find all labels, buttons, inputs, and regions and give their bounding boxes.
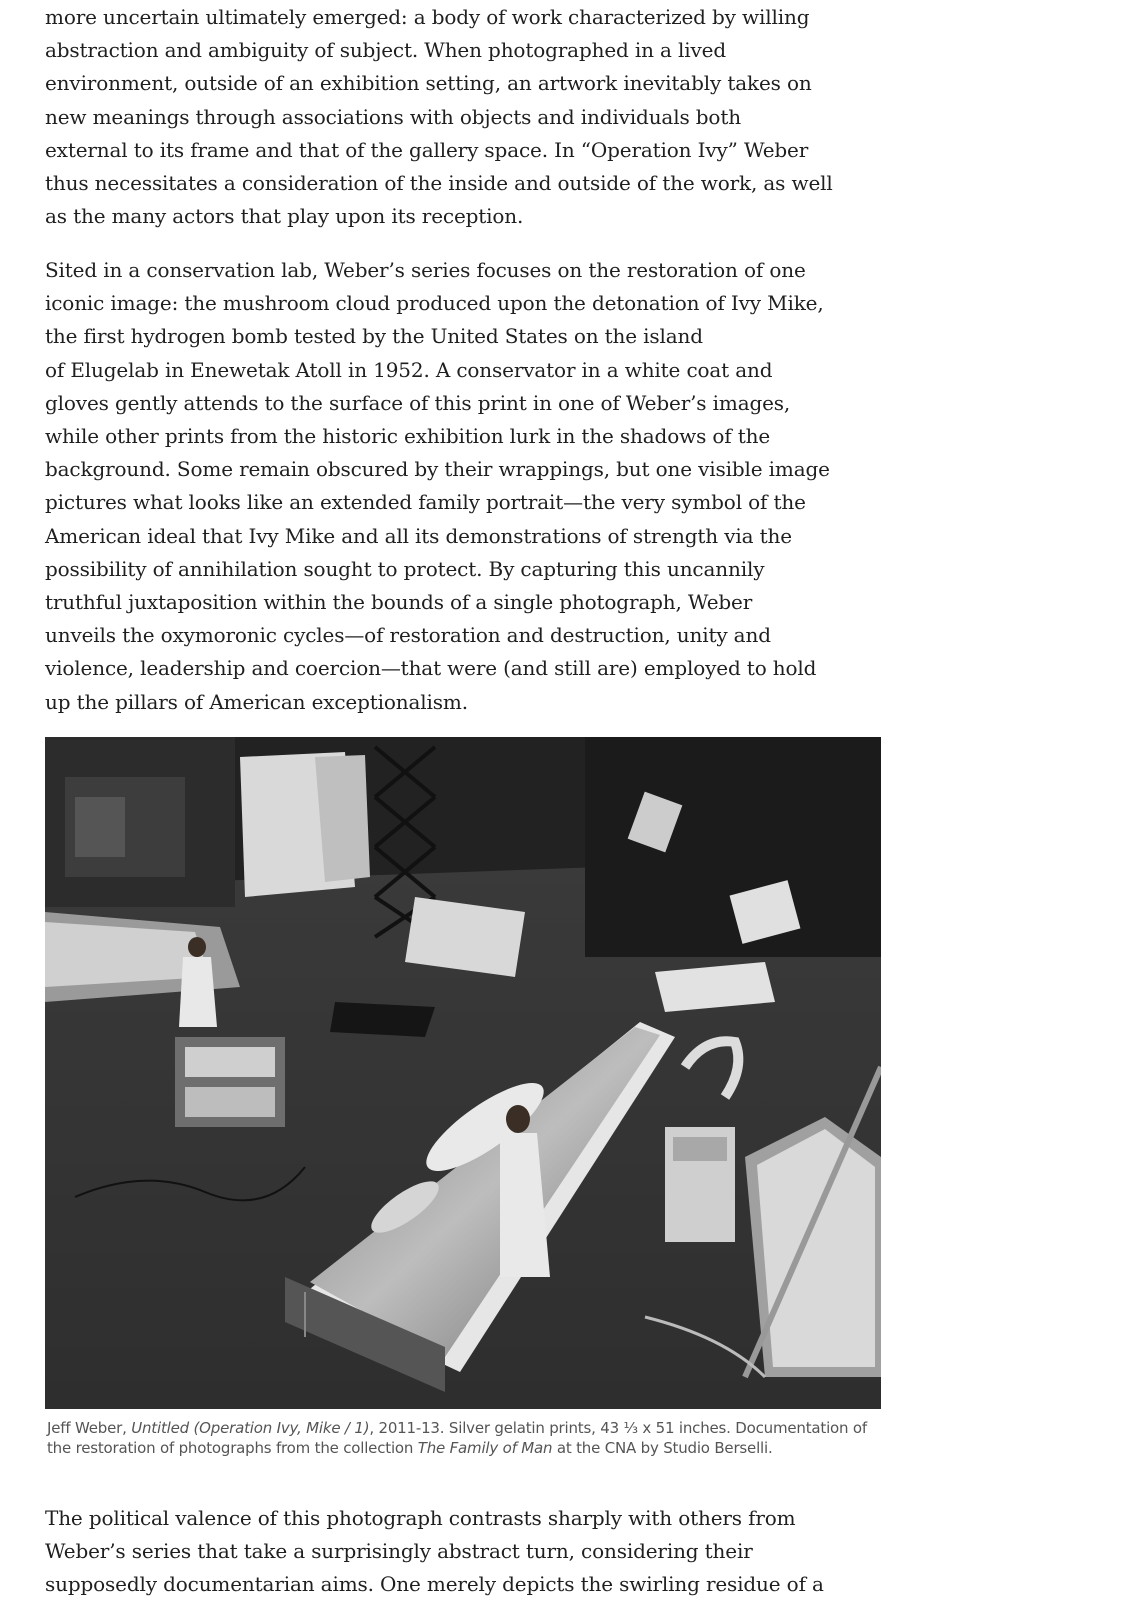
paragraph-3 — [45, 1502, 824, 1602]
text-line: abstraction and ambiguity of subject. When photographed in a lived — [45, 38, 727, 63]
paragraph-1 — [45, 1, 833, 233]
text-line: supposedly documentarian aims. One merely depicts the swirling residue of a — [45, 1572, 824, 1597]
text-line: gloves gently attends to the surface of this print in one of Weber’s images, — [45, 390, 791, 415]
caption-title: Untitled (Operation Ivy, Mike / 1) — [131, 1419, 370, 1437]
photo-caption — [47, 1418, 877, 1458]
text-line: external to its frame and that of the gallery space. In “Operation Ivy” Weber — [45, 137, 809, 162]
caption-collection-suffix: at the CNA by Studio Berselli. — [552, 1439, 773, 1457]
paragraph-2 — [45, 254, 830, 719]
text-line: American ideal that Ivy Mike and all its demonstrations of strength via the — [45, 523, 792, 548]
caption-line-2 — [47, 1438, 877, 1458]
text-line: The political valence of this photograph contrasts sharply with others from — [45, 1506, 796, 1530]
text-line: up the pillars of American exceptionalism. — [45, 689, 468, 714]
text-line: more uncertain ultimately emerged: a body of work characterized by willing — [45, 5, 810, 29]
caption-line-1 — [47, 1418, 877, 1438]
text-line: environment, outside of an exhibition setting, an artwork inevitably takes on — [45, 71, 812, 96]
text-line: the first hydrogen bomb tested by the United States on the island — [45, 324, 703, 349]
text-line: new meanings through associations with objects and individuals both — [45, 104, 741, 129]
text-line: Weber’s series that take a surprisingly abstract turn, considering their — [45, 1539, 753, 1564]
text-line: as the many actors that play upon its reception. — [45, 204, 524, 229]
text-line: of Elugelab in Enewetak Atoll in 1952. A conservator in a white coat and — [45, 357, 773, 382]
caption-details: , 2011-13. Silver gelatin prints, 43 ⅓ x 51 inches. Documentation of — [369, 1419, 867, 1437]
text-line: while other prints from the historic exhibition lurk in the shadows of the — [45, 424, 771, 449]
caption-collection-title: The Family of Man — [417, 1439, 553, 1457]
text-line: unveils the oxymoronic cycles—of restoration and destruction, unity and — [45, 623, 771, 648]
conservation-lab-photo — [45, 737, 881, 1409]
text-line: thus necessitates a consideration of the inside and outside of the work, as well — [45, 171, 833, 196]
text-line: truthful juxtaposition within the bounds of a single photograph, Weber — [45, 590, 753, 615]
text-line: possibility of annihilation sought to protect. By capturing this uncannily — [45, 556, 765, 581]
text-line: pictures what looks like an extended family portrait—the very symbol of the — [45, 490, 806, 515]
caption-collection-prefix: the restoration of photographs from the collection — [47, 1439, 418, 1457]
text-line: violence, leadership and coercion—that were (and still are) employed to hold — [45, 656, 817, 681]
text-line: iconic image: the mushroom cloud produced upon the detonation of Ivy Mike, — [45, 291, 824, 316]
text-line: background. Some remain obscured by their wrappings, but one visible image — [45, 457, 830, 482]
text-line: Sited in a conservation lab, Weber’s series focuses on the restoration of one — [45, 258, 806, 282]
article-photo — [45, 737, 881, 1409]
caption-artist: Jeff Weber, — [47, 1419, 132, 1437]
